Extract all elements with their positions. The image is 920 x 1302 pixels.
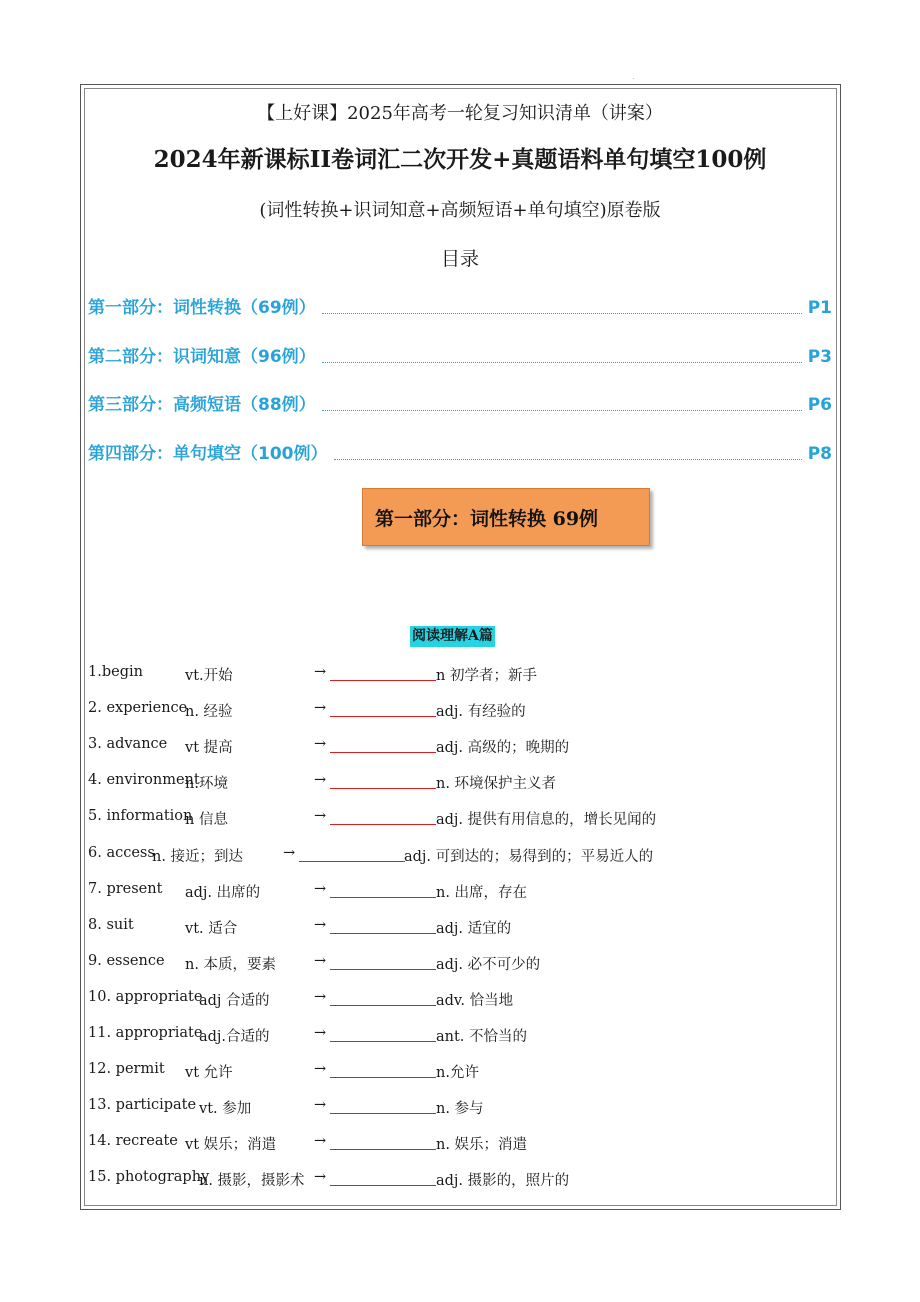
answer-blank[interactable]: [330, 953, 436, 970]
vocab-target: n.允许: [436, 1065, 479, 1081]
toc-entry-page: P6: [807, 395, 832, 415]
toc-entry-part1[interactable]: [88, 292, 832, 318]
toc-leader-dots: [334, 459, 802, 460]
arrow-icon: →: [314, 917, 327, 933]
page-marker-dot: .: [632, 72, 635, 81]
vocab-meaning: n. 经验: [185, 704, 233, 720]
vocab-target: adj. 高级的；晚期的: [436, 740, 570, 756]
toc-entry-part2[interactable]: [88, 341, 832, 367]
vocab-word: 15. photography: [88, 1169, 210, 1185]
vocab-target: adj. 摄影的，照片的: [436, 1173, 570, 1189]
series-title: 【上好课】2025年高考一轮复习知识清单（讲案）: [257, 103, 663, 124]
vocab-target: adj. 有经验的: [436, 704, 526, 720]
answer-blank[interactable]: [330, 1169, 436, 1186]
answer-blank[interactable]: [330, 881, 436, 898]
toc-leader-dots: [322, 362, 802, 363]
vocab-target: adj. 可到达的；易得到的；平易近人的: [404, 849, 654, 865]
answer-blank[interactable]: [330, 808, 436, 825]
vocab-word: 7. present: [88, 881, 163, 897]
vocab-meaning: n. 接近；到达: [152, 849, 244, 865]
arrow-icon: →: [314, 953, 327, 969]
vocab-meaning: n.环境: [185, 776, 228, 792]
vocab-meaning: vt 提高: [185, 740, 233, 756]
vocab-target: adj. 提供有用信息的，增长见闻的: [436, 812, 657, 828]
vocab-target: n. 娱乐；消遣: [436, 1137, 528, 1153]
answer-blank[interactable]: [299, 845, 405, 862]
arrow-icon: →: [314, 1025, 327, 1041]
vocab-word: 3. advance: [88, 736, 168, 752]
vocab-target: n. 参与: [436, 1101, 484, 1117]
vocab-word: 5. information: [88, 808, 193, 824]
answer-blank[interactable]: [330, 1097, 436, 1114]
answer-blank[interactable]: [330, 1061, 436, 1078]
vocab-meaning: vt.开始: [185, 668, 233, 684]
toc-entry-title: 第四部分：单句填空（100例）: [88, 444, 328, 464]
vocab-meaning: vt 允许: [185, 1065, 233, 1081]
arrow-icon: →: [314, 989, 327, 1005]
toc-heading: 目录: [440, 248, 479, 270]
toc-leader-dots: [322, 313, 802, 314]
vocab-meaning: adj 合适的: [199, 993, 270, 1009]
answer-blank[interactable]: [330, 664, 436, 681]
answer-blank[interactable]: [330, 736, 436, 753]
vocab-word: 1.begin: [88, 664, 143, 680]
vocab-word: 8. suit: [88, 917, 134, 933]
vocab-word: 6. access: [88, 845, 155, 861]
vocab-meaning: n 信息: [185, 812, 228, 828]
answer-blank[interactable]: [330, 772, 436, 789]
vocab-word: 10. appropriate: [88, 989, 203, 1005]
vocab-meaning: adj. 出席的: [185, 885, 261, 901]
toc-entry-part3[interactable]: [88, 389, 832, 415]
arrow-icon: →: [283, 845, 296, 861]
arrow-icon: →: [314, 1133, 327, 1149]
arrow-icon: →: [314, 881, 327, 897]
arrow-icon: →: [314, 664, 327, 680]
toc-entry-page: P1: [807, 298, 832, 318]
arrow-icon: →: [314, 1097, 327, 1113]
toc-entry-part4[interactable]: [88, 438, 832, 464]
arrow-icon: →: [314, 1061, 327, 1077]
section-label: 阅读理解A篇: [410, 626, 495, 647]
arrow-icon: →: [314, 700, 327, 716]
main-title: 2024年新课标II卷词汇二次开发+真题语料单句填空100例: [153, 146, 767, 173]
vocab-meaning: adj.合适的: [199, 1029, 270, 1045]
vocab-meaning: n. 本质，要素: [185, 957, 277, 973]
answer-blank[interactable]: [330, 989, 436, 1006]
vocab-target: adj. 必不可少的: [436, 957, 541, 973]
vocab-word: 9. essence: [88, 953, 165, 969]
vocab-target: n. 环境保护主义者: [436, 776, 557, 792]
vocab-target: n. 出席，存在: [436, 885, 528, 901]
arrow-icon: →: [314, 1169, 327, 1185]
vocab-meaning: n. 摄影，摄影术: [199, 1173, 305, 1189]
arrow-icon: →: [314, 772, 327, 788]
arrow-icon: →: [314, 736, 327, 752]
toc-entry-page: P8: [807, 444, 832, 464]
toc-entry-title: 第二部分：识词知意（96例）: [88, 347, 316, 367]
answer-blank[interactable]: [330, 700, 436, 717]
vocab-word: 12. permit: [88, 1061, 165, 1077]
toc-leader-dots: [322, 410, 802, 411]
vocab-meaning: vt 娱乐；消遣: [185, 1137, 277, 1153]
vocab-word: 4. environment: [88, 772, 200, 788]
vocab-word: 13. participate: [88, 1097, 197, 1113]
vocab-target: adv. 恰当地: [436, 993, 514, 1009]
subtitle: (词性转换+识词知意+高频短语+单句填空)原卷版: [259, 200, 661, 221]
arrow-icon: →: [314, 808, 327, 824]
answer-blank[interactable]: [330, 1025, 436, 1042]
vocab-meaning: vt. 参加: [199, 1101, 252, 1117]
vocab-word: 11. appropriate: [88, 1025, 203, 1041]
toc-entry-title: 第三部分：高频短语（88例）: [88, 395, 316, 415]
vocab-target: n 初学者；新手: [436, 668, 537, 684]
answer-blank[interactable]: [330, 917, 436, 934]
toc-entry-title: 第一部分：词性转换（69例）: [88, 298, 316, 318]
vocab-meaning: vt. 适合: [185, 921, 238, 937]
answer-blank[interactable]: [330, 1133, 436, 1150]
toc-entry-page: P3: [807, 347, 832, 367]
vocab-target: ant. 不恰当的: [436, 1029, 528, 1045]
part1-banner: 第一部分：词性转换 69例: [362, 488, 650, 546]
vocab-word: 14. recreate: [88, 1133, 178, 1149]
vocab-target: adj. 适宜的: [436, 921, 512, 937]
vocab-word: 2. experience: [88, 700, 188, 716]
